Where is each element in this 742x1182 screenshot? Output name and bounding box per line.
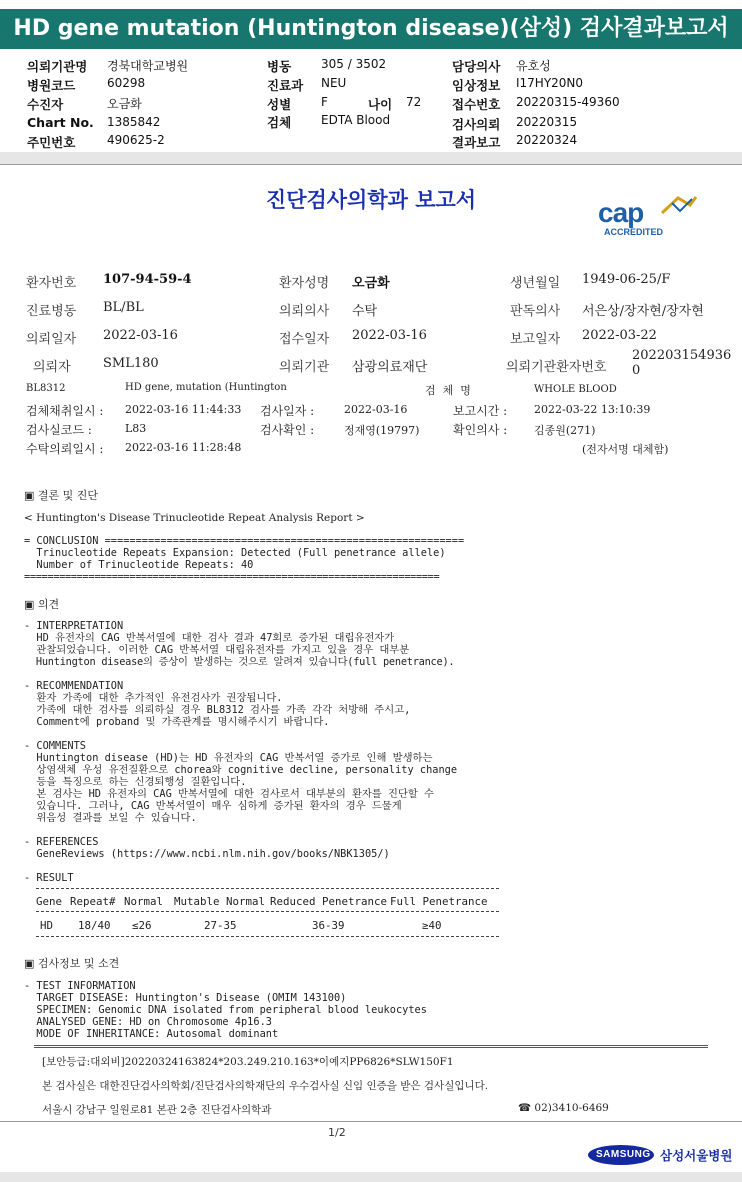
text-line: Comment에 proband 및 가족관계를 명시해주시기 바랍니다. [24, 716, 330, 728]
rrn-label: 주민번호 [27, 135, 76, 150]
table-cell: ≥40 [422, 919, 442, 932]
lab-report-title: 진단검사의학과 보고서 [265, 187, 477, 212]
test-code: BL8312 [26, 383, 66, 394]
page-bottom-band [0, 1172, 742, 1182]
req-date2-value: 2022-03-16 [103, 328, 178, 343]
table-header-cell: Reduced Penetrance [270, 895, 388, 908]
institution-value: 경북대학교병원 [107, 59, 189, 73]
sex-value: F [321, 95, 328, 109]
text-line: Huntington disease의 증상이 발생하는 것으로 알려져 있습니다(full penetrance). [24, 656, 455, 668]
text-line: ======================================================================= [24, 571, 440, 583]
table-cell: HD [40, 919, 54, 932]
lab-code-value: L83 [125, 422, 147, 435]
result-label: - RESULT [24, 872, 74, 884]
institution-label: 의뢰기관명 [27, 59, 88, 74]
text-line: = CONCLUSION ========================================================== [24, 535, 465, 547]
specimen-value: EDTA Blood [321, 113, 391, 127]
report-title-bar: HD gene mutation (Huntington disease)(삼성) 검사결과보고서 [0, 9, 742, 49]
table-header-cell: Mutable Normal [174, 895, 266, 908]
samsung-hospital-logo [586, 1142, 736, 1168]
inst-patient-no-value-2: 0 [632, 363, 641, 378]
report-date-label: 결과보고 [452, 135, 501, 150]
text-line: - RECOMMENDATION [24, 680, 124, 692]
verify-label: 검사확인 : [260, 423, 315, 437]
table-cell: 36-39 [312, 919, 345, 932]
collect-label: 검체채취일시 : [26, 404, 104, 418]
chart-label: Chart No. [27, 115, 94, 130]
ward-value: 305 / 3502 [321, 57, 387, 71]
text-line: Number of Trinucleotide Repeats: 40 [24, 559, 254, 571]
confirm-value: 김종원(271) [534, 424, 596, 437]
esign-note: (전자서명 대체함) [582, 443, 669, 456]
ward2-label: 진료병동 [26, 304, 77, 319]
cap-logo-text: cap [598, 197, 644, 228]
accession-value: 20220315-49360 [516, 95, 620, 109]
conclusion-block [24, 535, 464, 583]
table-rule [36, 936, 499, 937]
certification-line: 본 검사실은 대한진단검사의학회/진단검사의학재단의 우수검사실 신임 인증을 받은 검사실입니다. [42, 1080, 489, 1092]
recommendation-block [24, 680, 410, 728]
patient-no-value: 107-94-59-4 [103, 272, 192, 287]
doctor-value: 유호성 [516, 59, 551, 73]
req-date-label: 검사의뢰 [452, 117, 501, 132]
report-time-value: 2022-03-22 13:10:39 [534, 403, 651, 416]
table-header-cell: Gene [36, 895, 63, 908]
requester-label: 의뢰자 [33, 360, 71, 375]
sex-label: 성별 [267, 97, 292, 112]
table-header-cell: Full Penetrance [390, 895, 488, 908]
test-date-label: 검사일자 : [260, 404, 315, 418]
accession-label: 접수번호 [452, 97, 501, 112]
rrn-value: 490625-2 [107, 133, 165, 147]
hospital-code-value: 60298 [107, 76, 146, 90]
text-line: HD 유전자의 CAG 반복서열에 대한 검사 결과 47회로 증가된 대립유전자가 [24, 632, 395, 644]
text-line: 등을 특징으로 하는 신경퇴행성 질환입니다. [24, 776, 247, 788]
confirm-label: 확인의사 : [453, 423, 508, 437]
table-rule [36, 888, 499, 889]
text-line: - TEST INFORMATION [24, 980, 136, 992]
reading-doctor-label: 판독의사 [510, 304, 561, 319]
table-rule [36, 911, 499, 912]
dob-label: 생년월일 [510, 276, 561, 291]
footer-divider [34, 1045, 708, 1048]
age-label: 나이 [368, 97, 393, 112]
text-line: 환자 가족에 대한 추가적인 유전검사가 권장됩니다. [24, 692, 283, 704]
table-cell: 27-35 [204, 919, 237, 932]
patient-no-label: 환자번호 [26, 276, 77, 291]
testinfo-heading: ▣ 검사정보 및 소견 [24, 957, 120, 970]
recipient-value: 오금화 [107, 97, 142, 111]
page-number: 1/2 [328, 1126, 346, 1139]
inst-patient-no-value: 202203154936 [632, 348, 732, 363]
hospital-code-label: 병원코드 [27, 78, 76, 93]
clinical-value: I17HY20N0 [516, 76, 584, 90]
text-line: 가족에 대한 검사를 의뢰하실 경우 BL8312 검사를 가족 각각 처방해 주시고, [24, 704, 411, 716]
req-doctor-value: 수탁 [352, 304, 378, 319]
inst-patient-no-label: 의뢰기관환자번호 [506, 360, 607, 375]
report-date-value: 20220324 [516, 133, 578, 147]
table-header-cell: Normal [124, 895, 164, 908]
patient-name-label: 환자성명 [279, 276, 330, 291]
ward2-value: BL/BL [103, 300, 144, 315]
recv-date-label: 접수일자 [279, 332, 330, 347]
results-heading: ▣ 결론 및 진단 [24, 489, 99, 502]
reading-doctor-value: 서은상/장자현/장자현 [582, 304, 704, 319]
comments-block [24, 740, 457, 824]
recipient-label: 수진자 [27, 97, 64, 112]
text-line: Trinucleotide Repeats Expansion: Detected (Full penetrance allele) [24, 547, 446, 559]
text-line: 위음성 결과를 보일 수 있습니다. [24, 812, 197, 824]
text-line: GeneReviews (https://www.ncbi.nlm.nih.gov/books/NBK1305/) [24, 848, 390, 860]
req-doctor-label: 의뢰의사 [279, 304, 330, 319]
verify-value: 정재영(19797) [344, 424, 420, 437]
table-cell: 18/40 [78, 919, 111, 932]
interpretation-block [24, 620, 454, 668]
analysis-title: < Huntington's Disease Trinucleotide Repeat Analysis Report > [24, 512, 365, 524]
text-line: 있습니다. 그러나, CAG 반복서열이 매우 심하게 증가된 환자의 경우 드물게 [24, 800, 402, 812]
collect-value: 2022-03-16 11:44:33 [125, 403, 242, 416]
test-date-value: 2022-03-16 [344, 403, 408, 416]
header-divider [0, 152, 742, 164]
opinion-heading: ▣ 의견 [24, 598, 60, 611]
specimen-label: 검체 [267, 115, 292, 130]
req-date2-label: 의뢰일자 [26, 332, 77, 347]
dept-value: NEU [321, 76, 347, 90]
commission-value: 2022-03-16 11:28:48 [125, 441, 242, 454]
dob-value: 1949-06-25/F [582, 272, 671, 287]
text-line: 본 검사는 HD 유전자의 CAG 반복서열에 대한 검사로서 대부분의 환자를 진단할 수 [24, 788, 434, 800]
cap-accredited-logo [596, 193, 700, 239]
footer-rule [0, 1121, 742, 1122]
req-inst-label: 의뢰기관 [279, 360, 330, 375]
test-information-block [24, 980, 427, 1040]
commission-label: 수탁의뢰일시 : [26, 442, 104, 456]
text-line: Huntington disease (HD)는 HD 유전자의 CAG 반복서열 증가로 인해 발생하는 [24, 752, 433, 764]
recv-date-value: 2022-03-16 [352, 328, 427, 343]
brand-ko: 삼성서울병원 [660, 1148, 733, 1163]
dept-label: 진료과 [267, 78, 304, 93]
report-time-label: 보고시간 : [453, 404, 508, 418]
text-line: 관찰되었습니다. 이러한 CAG 반복서열 대립유전자를 가지고 있을 경우 대부분 [24, 644, 410, 656]
text-line: 상염색체 우성 유전질환으로 chorea와 cognitive decline, personality change [24, 764, 458, 776]
lab-code-label: 검사실코드 : [26, 423, 92, 437]
clinical-label: 임상정보 [452, 78, 501, 93]
text-line: MODE OF INHERITANCE: Autosomal dominant [24, 1028, 279, 1040]
brand-en: SAMSUNG [596, 1149, 651, 1160]
req-date-value: 20220315 [516, 115, 578, 129]
requester-value: SML180 [103, 356, 159, 371]
report-date2-value: 2022-03-22 [582, 328, 657, 343]
text-line: - REFERENCES [24, 836, 99, 848]
security-line: [보안등급:대외비]20220324163824*203.249.210.163*이예지PP6826*SLW150F1 [42, 1056, 454, 1068]
doctor-label: 담당의사 [452, 59, 501, 74]
references-block [24, 836, 390, 860]
table-header-cell: Repeat# [70, 895, 116, 908]
cap-logo-sub: ACCREDITED [604, 227, 664, 237]
text-line: SPECIMEN: Genomic DNA isolated from peripheral blood leukocytes [24, 1004, 427, 1016]
text-line: TARGET DISEASE: Huntington's Disease (OMIM 143100) [24, 992, 347, 1004]
text-line: - INTERPRETATION [24, 620, 124, 632]
text-line: - COMMENTS [24, 740, 86, 752]
phone-line: ☎ 02)3410-6469 [518, 1102, 609, 1114]
age-value: 72 [406, 95, 422, 109]
chart-value: 1385842 [107, 115, 161, 129]
divider [0, 164, 742, 165]
report-date2-label: 보고일자 [510, 332, 561, 347]
address-line: 서울시 강남구 일원로81 본관 2층 진단검사의학과 [42, 1104, 272, 1116]
text-line: ANALYSED GENE: HD on Chromosome 4p16.3 [24, 1016, 272, 1028]
specimen-name-label: 검 체 명 [425, 384, 471, 397]
table-cell: ≤26 [132, 919, 152, 932]
specimen-name-value: WHOLE BLOOD [534, 384, 617, 395]
patient-name-value: 오금화 [352, 276, 390, 291]
test-name: HD gene, mutation (Huntington [125, 382, 287, 393]
ward-label: 병동 [267, 59, 292, 74]
req-inst-value: 삼광의료재단 [352, 360, 428, 375]
